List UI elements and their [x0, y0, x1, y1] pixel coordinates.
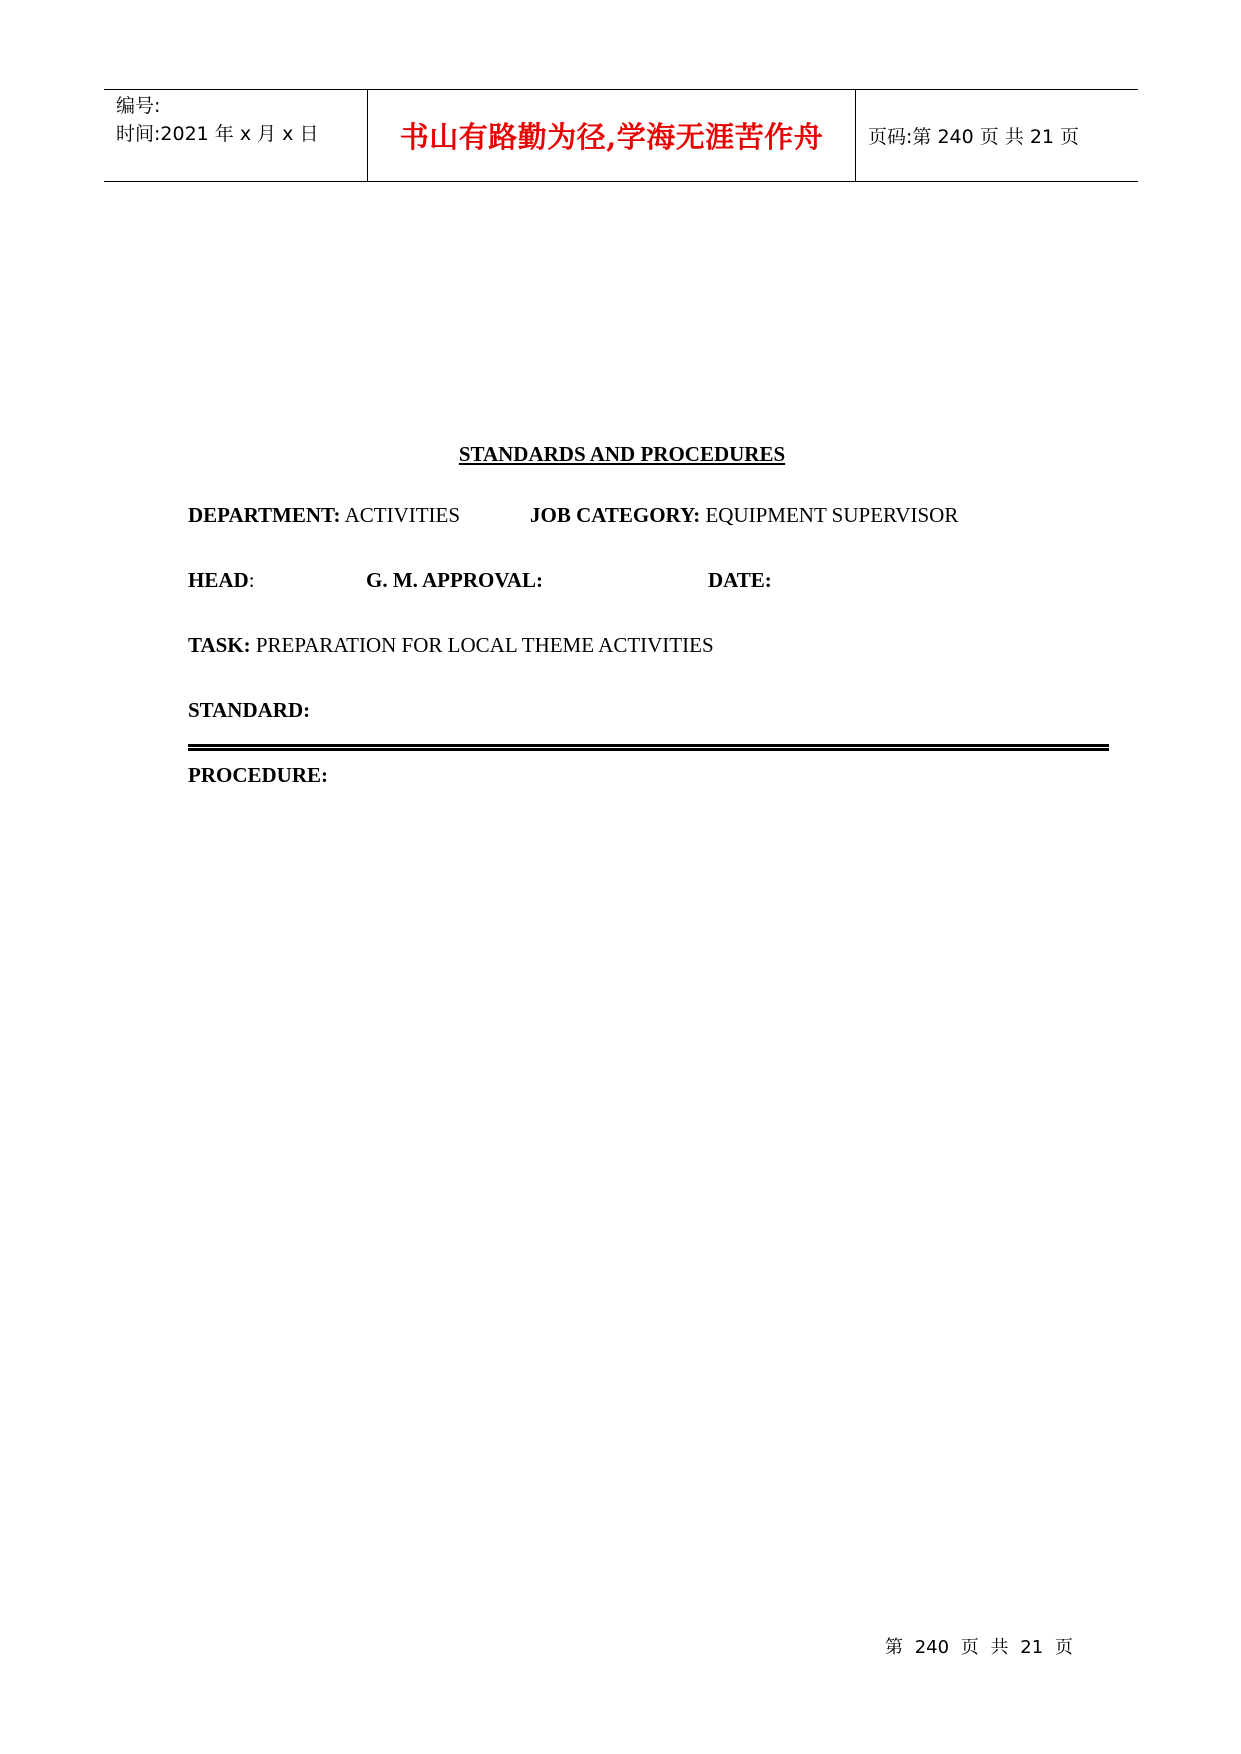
standard-label: STANDARD:: [188, 698, 311, 722]
header-motto: 书山有路勤为径,学海无涯苦作舟: [399, 120, 824, 154]
department-label: DEPARTMENT:: [188, 503, 341, 527]
document-title-text: STANDARDS AND PROCEDURES: [458, 442, 786, 466]
task-row: [188, 633, 714, 658]
date-label: DATE:: [708, 568, 772, 592]
header-page-cell: [856, 90, 1138, 181]
date-field: [708, 568, 772, 593]
procedure-row: [188, 763, 328, 788]
header-motto-cell: [368, 90, 856, 181]
procedure-label: PROCEDURE:: [188, 763, 328, 787]
gm-approval-label: G. M. APPROVAL:: [366, 568, 543, 592]
page-header: [104, 89, 1138, 182]
head-colon: :: [248, 568, 255, 592]
head-label: HEAD: [188, 568, 249, 592]
task-value: PREPARATION FOR LOCAL THEME ACTIVITIES: [250, 633, 714, 657]
document-time-label: 时间:2021 年 x 月 x 日: [116, 123, 319, 145]
head-field: [188, 568, 255, 593]
standard-row: [188, 698, 310, 723]
gm-approval-field: [366, 568, 543, 593]
department-value: ACTIVITIES: [340, 503, 461, 527]
header-page-label: 页码:第 240 页 共 21 页: [868, 126, 1080, 148]
job-category-label: JOB CATEGORY:: [530, 503, 701, 527]
header-meta-cell: [104, 90, 368, 181]
document-number-label: 编号:: [116, 95, 161, 117]
double-divider: [188, 744, 1109, 751]
document-title: [0, 442, 1241, 467]
task-label: TASK:: [188, 633, 251, 657]
job-category-field: [530, 503, 958, 528]
page-footer: 第 240 页 共 21 页: [885, 1637, 1073, 1658]
department-row: [188, 503, 460, 528]
job-category-value: EQUIPMENT SUPERVISOR: [700, 503, 959, 527]
